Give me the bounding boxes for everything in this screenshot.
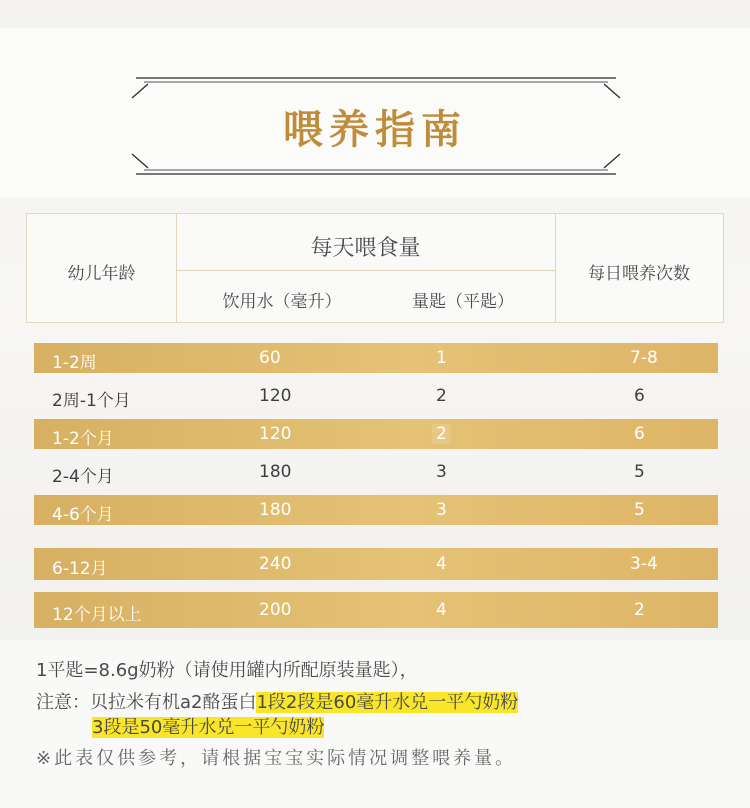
page-title: 喂养指南 [283, 107, 467, 153]
cell-water: 120 [259, 424, 292, 444]
cell-scoop: 4 [436, 600, 447, 620]
cell-water: 200 [259, 600, 292, 620]
header-daily-amount: 每天喂食量 [310, 236, 421, 261]
cell-scoop: 3 [436, 462, 447, 482]
header-water: 饮用水（毫升） [222, 292, 342, 312]
table-row [34, 381, 718, 411]
header-scoop: 量匙（平匙） [412, 292, 514, 312]
cell-scoop: 1 [436, 348, 447, 368]
header-age: 幼儿年龄 [67, 264, 136, 284]
cell-water: 120 [259, 386, 292, 406]
cell-age: 6-12月 [52, 559, 108, 579]
cell-scoop: 4 [436, 554, 447, 574]
header-divider-middle [176, 270, 555, 271]
cell-age: 1-2周 [52, 353, 97, 373]
cell-times: 3-4 [630, 554, 658, 574]
scoop-weight-note: 1平匙=8.6g奶粉（请使用罐内所配原装量匙）， [36, 660, 418, 681]
table-row [34, 495, 718, 525]
table-row [34, 343, 718, 373]
cell-times: 2 [634, 600, 645, 620]
table-row [34, 457, 718, 487]
attention-note [36, 688, 518, 714]
cell-times: 6 [634, 424, 645, 444]
attention-note-line2 [92, 713, 324, 739]
table-row [34, 592, 718, 628]
cell-water: 180 [259, 500, 292, 520]
cell-times: 6 [634, 386, 645, 406]
cell-age: 2-4个月 [52, 467, 114, 487]
table-row [34, 419, 718, 449]
cell-age: 4-6个月 [52, 505, 114, 525]
cell-water: 60 [259, 348, 281, 368]
cell-scoop: 2 [432, 424, 451, 444]
cell-scoop: 2 [436, 386, 447, 406]
cell-water: 180 [259, 462, 292, 482]
cell-times: 7-8 [630, 348, 658, 368]
cell-water: 240 [259, 554, 292, 574]
header-times: 每日喂养次数 [588, 264, 690, 284]
attention-prefix: 注意：贝拉米有机a2酪蛋白 [36, 692, 257, 713]
table-header [26, 213, 724, 323]
table-row [34, 548, 718, 580]
cell-age: 12个月以上 [52, 605, 142, 625]
cell-age: 2周-1个月 [52, 391, 131, 411]
footer-disclaimer: ※此表仅供参考，请根据宝宝实际情况调整喂养量。 [36, 748, 517, 769]
cell-times: 5 [634, 462, 645, 482]
cell-scoop: 3 [436, 500, 447, 520]
cell-times: 5 [634, 500, 645, 520]
cell-age: 1-2个月 [52, 429, 114, 449]
attention-highlight-1: 1段2段是60毫升水兑一平勺奶粉 [256, 692, 519, 713]
attention-highlight-2: 3段是50毫升水兑一平勺奶粉 [92, 717, 325, 738]
